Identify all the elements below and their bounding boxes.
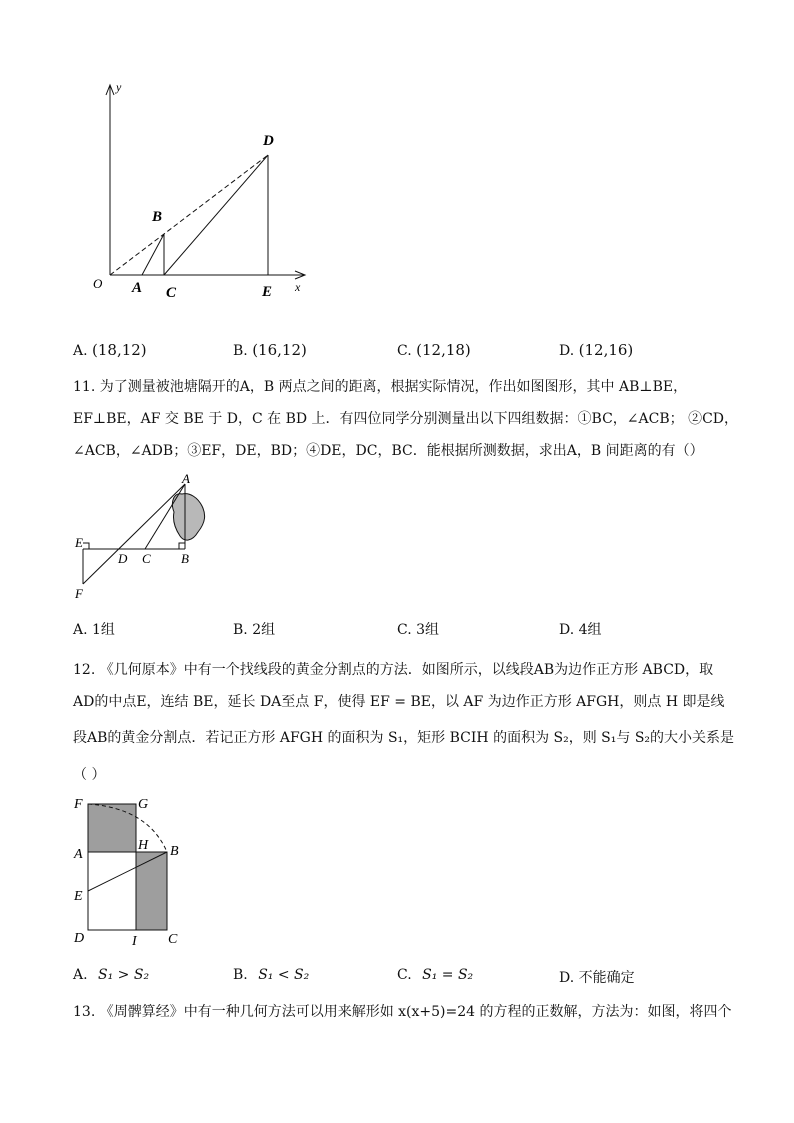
segment-AF	[83, 484, 185, 584]
label-A: A	[132, 280, 143, 296]
q10-option-d-value: (12,16)	[578, 341, 634, 359]
q12-option-b[interactable]: B. S₁ < S₂	[233, 967, 310, 983]
q13-line-1: 13. 《周髀算经》中有一种几何方法可以用来解形如 x(x+5)=24 的方程的正数解，方法为：如图，将四个	[73, 1004, 732, 1020]
segment-OD-dashed	[110, 155, 268, 275]
q11-option-d[interactable]: D. 4组	[559, 622, 602, 638]
label-E: E	[262, 284, 273, 300]
right-angle-E	[83, 543, 89, 549]
label-O: O	[93, 276, 103, 291]
label-B: B	[152, 209, 163, 225]
q12-option-d[interactable]: D. 不能确定	[559, 970, 635, 986]
label-E: E	[74, 889, 83, 904]
q12-line-4: （ ）	[73, 767, 106, 783]
label-I: I	[132, 934, 137, 949]
q10-option-a-value: (18,12)	[92, 341, 147, 359]
q10-option-c-value: (12,18)	[416, 341, 471, 359]
q12-figure	[68, 792, 193, 952]
q12-line-1: 12. 《几何原本》中有一个找线段的黄金分割点的方法．如图所示，以线段AB为边作正方形 ABCD，取	[73, 662, 714, 678]
rect-BCIH	[136, 852, 167, 930]
label-A: A	[182, 471, 190, 486]
label-E: E	[75, 535, 83, 550]
q11-option-a[interactable]: A. 1组	[73, 622, 115, 638]
label-H: H	[138, 838, 149, 853]
q11-option-b[interactable]: B. 2组	[233, 622, 276, 638]
square-AFGH	[88, 804, 136, 852]
q10-option-d[interactable]: D. (12,16)	[559, 341, 634, 359]
label-x: x	[295, 280, 301, 294]
q12-line-2: AD的中点E，连结 BE，延长 DA至点 F，使得 EF = BE，以 AF 为边作正方形 AFGH，则点 H 即是线	[73, 694, 725, 710]
q10-option-c[interactable]: C. (12,18)	[397, 341, 471, 359]
segment-AB	[142, 234, 164, 275]
label-G: G	[138, 797, 149, 812]
q11-line-1: 11. 为了测量被池塘隔开的A，B 两点之间的距离，根据实际情况，作出如图图形，其中 AB⊥BE，	[73, 379, 688, 395]
label-D: D	[118, 551, 128, 566]
q12-option-a[interactable]: A. S₁ > S₂	[73, 967, 150, 983]
q10-option-b[interactable]: B. (16,12)	[233, 341, 307, 359]
q11-option-c[interactable]: C. 3组	[397, 622, 440, 638]
pond-shape	[172, 494, 204, 540]
label-B: B	[181, 551, 189, 566]
q10-option-b-value: (16,12)	[252, 341, 307, 359]
label-y: y	[116, 80, 122, 94]
label-D: D	[263, 133, 274, 149]
label-F: F	[74, 797, 83, 812]
label-A: A	[74, 847, 83, 862]
segment-CD	[164, 155, 268, 275]
label-C: C	[168, 932, 178, 947]
label-F: F	[75, 586, 83, 601]
q10-option-a[interactable]: A. (18,12)	[73, 341, 147, 359]
label-C: C	[166, 285, 177, 301]
q12-line-3: 段AB的黄金分割点．若记正方形 AFGH 的面积为 S₁，矩形 BCIH 的面积为 S₂，则 S₁与 S₂的大小关系是	[73, 730, 735, 746]
label-D: D	[74, 931, 85, 946]
right-angle-B	[179, 543, 185, 549]
q10-figure	[85, 75, 315, 305]
label-C: C	[142, 551, 151, 566]
q11-line-3: ∠ACB，∠ADB；③EF，DE，BD；④DE，DC，BC．能根据所测数据，求出A，B 间距离的有（）	[73, 443, 704, 459]
q12-option-c[interactable]: C. S₁ = S₂	[397, 967, 474, 983]
q11-figure	[70, 470, 220, 605]
label-B: B	[170, 844, 179, 859]
q11-line-2: EF⊥BE，AF 交 BE 于 D，C 在 BD 上．有四位同学分别测量出以下四组数据：①BC，∠ACB； ②CD，	[73, 411, 739, 427]
